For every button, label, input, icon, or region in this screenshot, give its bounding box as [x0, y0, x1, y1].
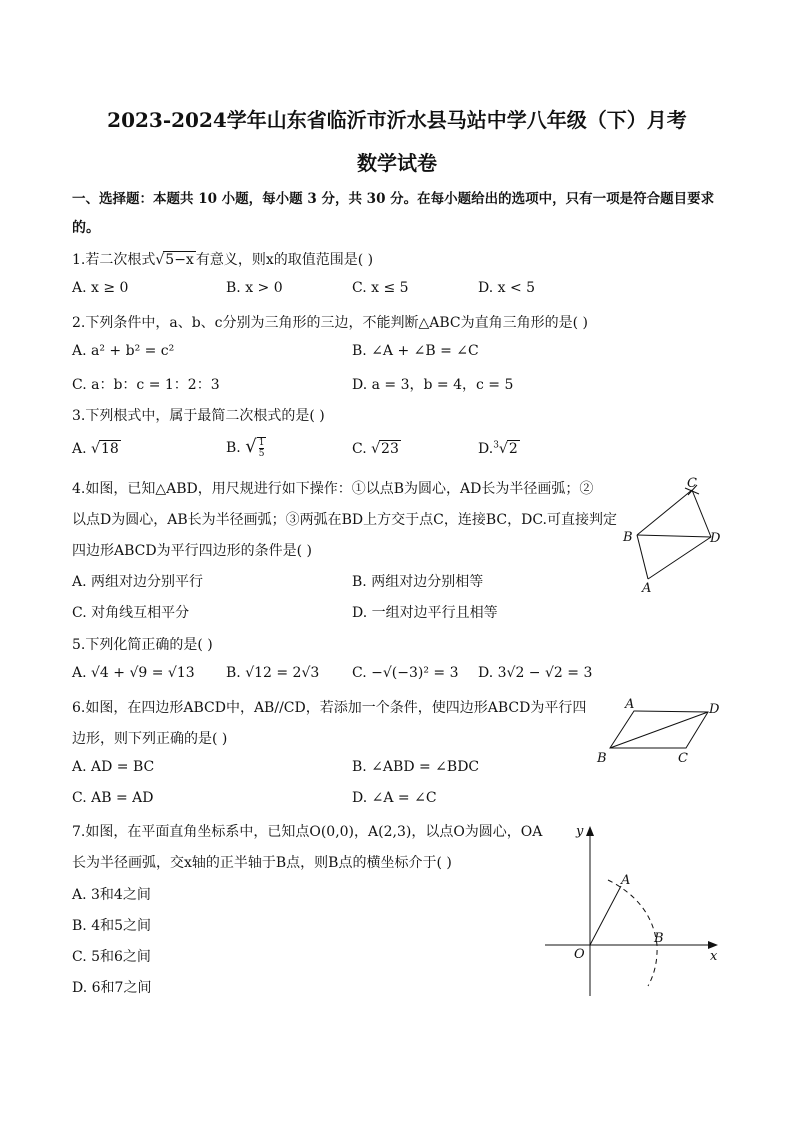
q6-label-c: C [678, 751, 688, 766]
q3-option-a: A. √18 [72, 441, 119, 457]
q5-option-c: C. −√(−3)² = 3 [352, 665, 459, 681]
q5-option-a: A. √4 + √9 = √13 [72, 665, 195, 681]
question-3-stem: 3.下列根式中，属于最简二次根式的是( ) [72, 408, 325, 424]
q6-option-c: C. AB = AD [72, 790, 154, 806]
q4-segment-cd [692, 490, 711, 537]
q4-option-b: B. 两组对边分别相等 [352, 574, 484, 590]
q7-option-b: B. 4和5之间 [72, 918, 152, 934]
q6-diagonal-bd [610, 712, 708, 748]
question-5-stem: 5.下列化简正确的是( ) [72, 637, 213, 653]
q4-label-c: C [687, 476, 697, 491]
question-6-line2: 边形，则下列正确的是( ) [72, 731, 228, 747]
q7-option-d: D. 6和7之间 [72, 980, 152, 996]
question-6-line1: 6.如图，在四边形ABCD中，AB//CD，若添加一个条件，使四边形ABCD为平行四 [72, 700, 587, 716]
question-7-line1: 7.如图，在平面直角坐标系中，已知点O(0,0)，A(2,3)，以点O为圆心，OA [72, 824, 543, 840]
q3-option-c: C. √23 [352, 441, 399, 457]
section-header-line2: 的。 [72, 220, 100, 236]
q7-option-a: A. 3和4之间 [72, 887, 151, 903]
section-header-line1: 一、选择题：本题共 10 小题，每小题 3 分，共 30 分。在每小题给出的选项中，只有一项是符合题目要求 [72, 191, 715, 207]
q2-option-a: A. a² + b² = c² [72, 343, 175, 359]
q3-option-d: D.$^3$√2 [478, 440, 518, 457]
q1-option-d: D. x < 5 [478, 280, 536, 296]
q4-segment-ba [637, 535, 648, 579]
q1-option-c: C. x ≤ 5 [352, 280, 409, 296]
q4-segment-ad [648, 537, 711, 579]
q7-label-o: O [574, 947, 585, 962]
question-7-line2: 长为半径画弧，交x轴的正半轴于B点，则B点的横坐标介于( ) [72, 855, 452, 871]
q6-option-a: A. AD = BC [72, 759, 155, 775]
q2-option-c: C. a：b：c = 1：2：3 [72, 377, 220, 393]
q4-segment-bc [637, 490, 692, 535]
q5-option-b: B. √12 = 2√3 [226, 665, 320, 681]
q4-option-a: A. 两组对边分别平行 [72, 574, 204, 590]
q4-label-d: D [710, 531, 721, 546]
q6-label-a: A [625, 697, 635, 712]
q6-label-b: B [597, 751, 607, 766]
question-1-stem: 1.若二次根式√5−x 有意义，则x的取值范围是( ) [72, 252, 374, 268]
q1-option-a: A. x ≥ 0 [72, 280, 129, 296]
q2-option-d: D. a = 3，b = 4，c = 5 [352, 377, 514, 393]
q6-figure [590, 693, 725, 768]
question-2-stem: 2.下列条件中，a、b、c分别为三角形的三边，不能判断△ABC为直角三角形的是( ) [72, 315, 589, 331]
q4-segment-bd [637, 535, 711, 537]
q7-y-arrow [586, 826, 594, 836]
q1-option-b: B. x > 0 [226, 280, 283, 296]
question-4-line1: 4.如图，已知△ABD，用尺规进行如下操作：①以点B为圆心，AD长为半径画弧；② [72, 481, 594, 497]
q7-option-c: C. 5和6之间 [72, 949, 151, 965]
q4-figure [615, 475, 730, 600]
q7-segment-oa [590, 886, 621, 945]
q7-label-b: B [654, 931, 664, 946]
q6-option-b: B. ∠ABD = ∠BDC [352, 759, 480, 775]
q4-label-b: B [623, 530, 633, 545]
q4-option-c: C. 对角线互相平分 [72, 605, 190, 621]
q7-x-arrow [708, 941, 718, 949]
question-4-line3: 四边形ABCD为平行四边形的条件是( ) [72, 543, 312, 559]
exam-subtitle: 数学试卷 [357, 151, 437, 175]
q7-label-a: A [621, 873, 631, 888]
question-4-line2: 以点D为圆心，AB长为半径画弧；③两弧在BD上方交于点C，连接BC，DC.可直接判定 [72, 512, 617, 528]
q2-option-b: B. ∠A + ∠B = ∠C [352, 343, 479, 359]
q6-label-d: D [709, 702, 720, 717]
q7-figure [540, 818, 730, 1000]
q4-label-a: A [642, 581, 652, 596]
exam-title: 2023-2024学年山东省临沂市沂水县马站中学八年级（下）月考 [107, 108, 687, 132]
q5-option-d: D. 3√2 − √2 = 3 [478, 665, 593, 681]
q7-label-x: x [710, 949, 718, 964]
q7-label-y: y [576, 824, 584, 839]
q6-option-d: D. ∠A = ∠C [352, 790, 437, 806]
q3-option-b: B. √ $\frac{1}{5}$ [226, 436, 265, 459]
q4-option-d: D. 一组对边平行且相等 [352, 605, 498, 621]
